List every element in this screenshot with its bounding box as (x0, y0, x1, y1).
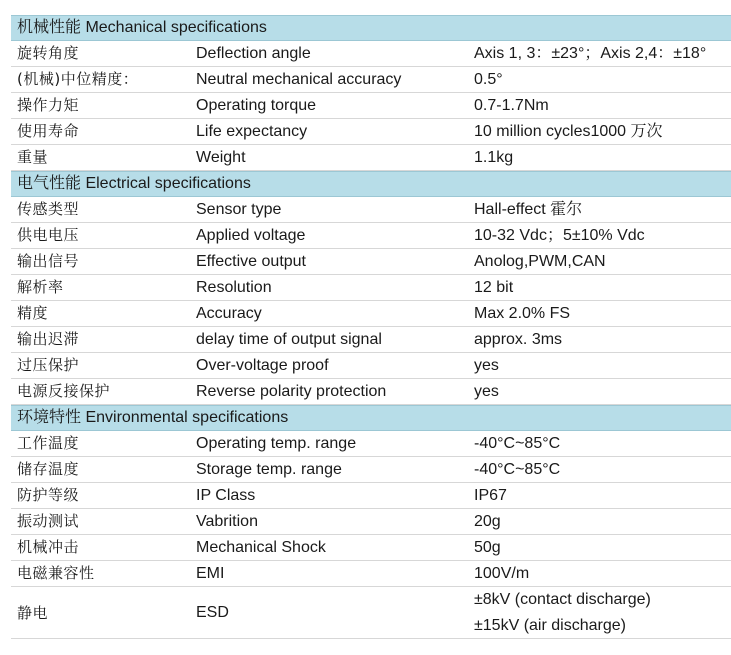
row-value: 0.5° (474, 71, 503, 88)
row-label-zh: 使用寿命 (17, 122, 80, 140)
row-value: Anolog,PWM,CAN (474, 253, 606, 270)
row-label-zh: 供电电压 (17, 226, 80, 244)
table-row (11, 509, 731, 535)
row-label-zh: 输出迟滞 (17, 330, 80, 348)
table-row (11, 561, 731, 587)
row-value: 20g (474, 513, 501, 530)
row-value: yes (474, 357, 499, 374)
row-label-zh: 储存温度 (17, 460, 80, 478)
row-label-zh: 静电 (17, 604, 49, 622)
row-label-zh: 重量 (17, 148, 49, 166)
row-label-en: Sensor type (196, 201, 282, 218)
section-header-environmental: 环境特性 Environmental specifications (11, 405, 731, 431)
row-value: 50g (474, 539, 501, 556)
table-row (11, 353, 731, 379)
row-label-en: Deflection angle (196, 45, 311, 62)
row-value: IP67 (474, 487, 507, 504)
row-label-en: Effective output (196, 253, 306, 270)
esd-contact-discharge: ±8kV (contact discharge) (474, 591, 651, 608)
table-row (11, 379, 731, 405)
row-value: yes (474, 383, 499, 400)
row-value: 10-32 Vdc；5±10% Vdc (474, 227, 645, 244)
row-label-zh: 旋转角度 (17, 44, 80, 62)
row-label-en: Storage temp. range (196, 461, 342, 478)
row-label-zh: 精度 (17, 304, 49, 322)
table-row (11, 119, 731, 145)
row-label-zh: 解析率 (17, 278, 64, 296)
table-row (11, 431, 731, 457)
row-label-en: Life expectancy (196, 123, 308, 140)
spec-table (11, 15, 731, 639)
row-label-en: Operating temp. range (196, 435, 357, 452)
row-label-zh: 传感类型 (17, 200, 80, 218)
row-label-en: Over-voltage proof (196, 357, 329, 374)
row-label-en: IP Class (196, 487, 256, 504)
row-value: Max 2.0% FS (474, 305, 571, 322)
table-row (11, 457, 731, 483)
row-label-zh: 操作力矩 (17, 96, 80, 114)
row-value: -40°C~85°C (474, 435, 561, 452)
row-value: Axis 1, 3：±23°；Axis 2,4：±18° (474, 45, 707, 62)
table-row (11, 145, 731, 171)
row-label-en: Operating torque (196, 97, 317, 114)
row-label-en: delay time of output signal (196, 331, 382, 348)
table-row (11, 483, 731, 509)
table-row (11, 535, 731, 561)
table-row (11, 327, 731, 353)
row-value: 10 million cycles1000 万次 (474, 123, 663, 140)
esd-air-discharge: ±15kV (air discharge) (474, 617, 626, 634)
row-value: 1.1kg (474, 149, 514, 166)
row-label-en: Mechanical Shock (196, 539, 326, 556)
row-label-zh: 振动测试 (17, 512, 80, 530)
row-label-zh: 输出信号 (17, 252, 80, 270)
row-label-zh: (机械)中位精度： (17, 70, 139, 88)
row-label-zh: 过压保护 (17, 356, 80, 374)
row-label-en: Applied voltage (196, 227, 306, 244)
row-label-en: Accuracy (196, 305, 262, 322)
row-label-zh: 防护等级 (17, 486, 80, 504)
table-row (11, 197, 731, 223)
row-label-en: Reverse polarity protection (196, 383, 387, 400)
row-label-en: ESD (196, 604, 229, 621)
section-header-mechanical: 机械性能 Mechanical specifications (11, 15, 731, 41)
row-label-en: EMI (196, 565, 225, 582)
row-label-en: Resolution (196, 279, 272, 296)
table-row (11, 41, 731, 67)
row-value: 100V/m (474, 565, 530, 582)
row-label-en: Neutral mechanical accuracy (196, 71, 402, 88)
row-value: Hall-effect 霍尔 (474, 201, 583, 218)
table-row (11, 93, 731, 119)
row-value: 0.7-1.7Nm (474, 97, 549, 114)
row-label-en: Weight (196, 149, 246, 166)
row-value: approx. 3ms (474, 331, 563, 348)
table-row (11, 275, 731, 301)
section-header-electrical: 电气性能 Electrical specifications (11, 171, 731, 197)
row-label-zh: 电源反接保护 (17, 382, 111, 400)
table-row (11, 223, 731, 249)
row-label-zh: 电磁兼容性 (17, 564, 95, 582)
table-row (11, 301, 731, 327)
row-label-zh: 机械冲击 (17, 538, 80, 556)
table-row (11, 67, 731, 93)
row-value: 12 bit (474, 279, 514, 296)
table-row (11, 249, 731, 275)
table-row-esd (11, 587, 731, 639)
row-value: -40°C~85°C (474, 461, 561, 478)
row-value-multiline (474, 587, 651, 639)
row-label-en: Vabrition (196, 513, 258, 530)
row-label-zh: 工作温度 (17, 434, 80, 452)
